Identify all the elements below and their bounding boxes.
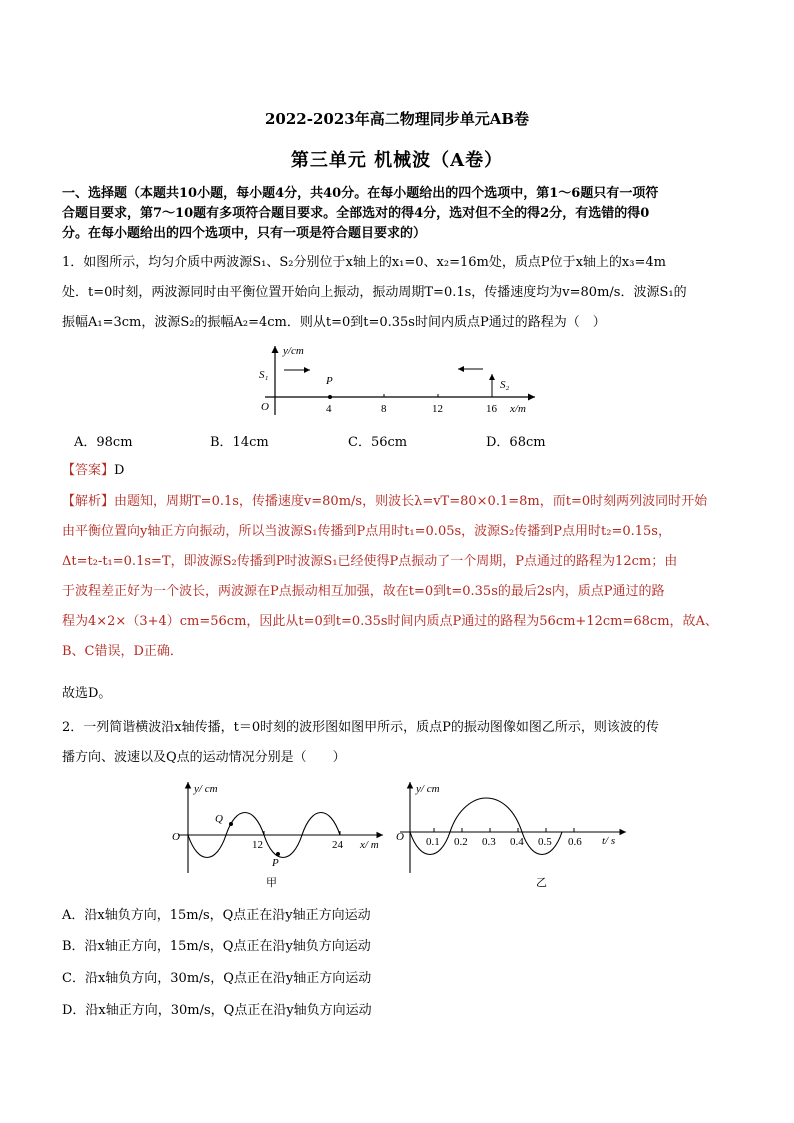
section-instructions-line: 一、选择题（本题共10小题，每小题4分，共40分。在每小题给出的四个选项中，第1～6题只有一项符 — [62, 186, 659, 201]
question-2-option-c: C．沿x轴负方向，30m/s，Q点正在沿y轴正方向运动 — [62, 971, 372, 986]
question-1-option-d: D．68cm — [486, 435, 546, 450]
question-2-option-b: B．沿x轴正方向，15m/s，Q点正在沿y轴负方向运动 — [62, 939, 371, 954]
fig-b-ticks — [434, 828, 574, 832]
question-1-option-c: C．56cm — [348, 435, 408, 450]
fig-b-tick: 0.5 — [538, 836, 552, 848]
fig1-ylabel: y/cm — [283, 345, 304, 357]
fig1-s2-label: S₂ — [500, 379, 510, 391]
question-1-text: 1．如图所示，均匀介质中两波源S₁、S₂分别位于x轴上的x₁=0、x₂=16m处，质点P位于x轴上的x₃=4m — [62, 255, 666, 270]
fig-a-xlabel: x/ m — [360, 839, 379, 851]
analysis-text: 由题知，周期T=0.1s，传播速度v=80m/s，则波长λ=vT=80×0.1=8m，而t=0时刻两列波同时开始 — [114, 494, 708, 509]
answer-label: 【答案】 — [62, 463, 115, 478]
question-1-conclusion: 故选D。 — [62, 686, 112, 701]
question-2-figure-a — [168, 778, 388, 890]
fig-b-tick: 0.6 — [568, 836, 582, 848]
fig1-p-label: P — [326, 375, 333, 387]
analysis-label: 【解析】 — [62, 494, 115, 509]
question-2-figure-b — [396, 778, 636, 890]
question-1-analysis-line: 由平衡位置向y轴正方向振动，所以当波源S₁传播到P点用时t₁=0.05s，波源S₂传播到P点用时t₂=0.15s， — [62, 524, 671, 539]
question-1-text: 处．t=0时刻，两波源同时由平衡位置开始向上振动，振动周期T=0.1s，传播速度均为v=80m/s．波源S₁的 — [62, 285, 687, 300]
fig-a-tick: 12 — [252, 839, 263, 851]
fig-b-tick: 0.3 — [482, 836, 496, 848]
fig1-tick: 16 — [486, 403, 497, 415]
question-1-option-a: A．98cm — [74, 435, 133, 450]
fig-a-q-label: Q — [215, 813, 223, 825]
section-instructions-line: 合题目要求，第7～10题有多项符合题目要求。全部选对的得4分，选对但不全的得2分，有选错的得0 — [62, 206, 650, 221]
question-1-analysis-line: 于波程差正好为一个波长，两波源在P点振动相互加强，故在t=0到t=0.35s的最后2s内，质点P通过的路 — [62, 584, 665, 599]
fig1-tick: 4 — [326, 403, 332, 415]
question-1-option-b: B．14cm — [210, 435, 269, 450]
fig1-tick: 8 — [381, 403, 387, 415]
document-title: 2022-2023年高二物理同步单元AB卷 — [264, 110, 530, 128]
fig1-xlabel: x/m — [510, 403, 526, 415]
fig1-origin: O — [261, 401, 269, 413]
question-2-option-d: D．沿x轴正方向，30m/s，Q点正在沿y轴负方向运动 — [62, 1003, 372, 1018]
question-2-text: 2．一列简谐横波沿x轴传播，t＝0时刻的波形图如图甲所示，质点P的振动图像如图乙所示，则该波的传 — [62, 720, 659, 735]
fig-a-p-label: P — [272, 857, 279, 869]
fig-a-caption: 甲 — [266, 877, 277, 889]
question-2-text: 播方向、波速以及Q点的运动情况分别是（ ） — [62, 750, 346, 765]
question-1-text: 振幅A₁=3cm，波源S₂的振幅A₂=4cm．则从t=0到t=0.35s时间内质点P通过的路程为（ ） — [62, 315, 606, 330]
answer-value: D — [114, 463, 125, 478]
question-1-analysis-line: B、C错误，D正确． — [62, 644, 183, 659]
fig-b-ylabel: y/ cm — [416, 783, 440, 795]
fig-a-point-q — [229, 822, 233, 826]
fig-a-tick: 24 — [332, 839, 343, 851]
question-2-option-a: A．沿x轴负方向，15m/s，Q点正在沿y轴正方向运动 — [62, 908, 371, 923]
fig-b-origin: O — [396, 831, 404, 843]
fig-b-tick: 0.4 — [510, 836, 524, 848]
fig-a-point-p — [276, 852, 280, 856]
question-1-answer — [62, 461, 742, 481]
fig1-tick: 12 — [432, 403, 443, 415]
section-instructions-line: 分。在每小题给出的四个选项中，只有一项是符合题目要求的） — [62, 226, 427, 241]
question-1-analysis-line — [62, 492, 742, 512]
unit-subtitle: 第三单元 机械波（A卷） — [290, 150, 504, 171]
question-1-analysis-line: 程为4×2×（3+4）cm=56cm，因此从t=0到t=0.35s时间内质点P通过的路程为56cm+12cm=68cm，故A、 — [62, 614, 718, 629]
question-1-figure — [250, 340, 540, 420]
fig-b-caption: 乙 — [536, 877, 547, 889]
fig-b-xlabel: t/ s — [602, 835, 616, 847]
fig-a-origin: O — [172, 831, 180, 843]
fig-b-tick: 0.2 — [454, 836, 468, 848]
fig1-point-p — [328, 395, 332, 399]
fig-b-tick: 0.1 — [426, 836, 440, 848]
fig1-s1-label: S₁ — [259, 369, 269, 381]
question-1-analysis-line: Δt=t₂-t₁=0.1s=T，即波源S₂传播到P时波源S₁已经使得P点振动了一个周期，P点通过的路程为12cm；由 — [62, 554, 678, 569]
fig-a-ylabel: y/ cm — [194, 783, 218, 795]
